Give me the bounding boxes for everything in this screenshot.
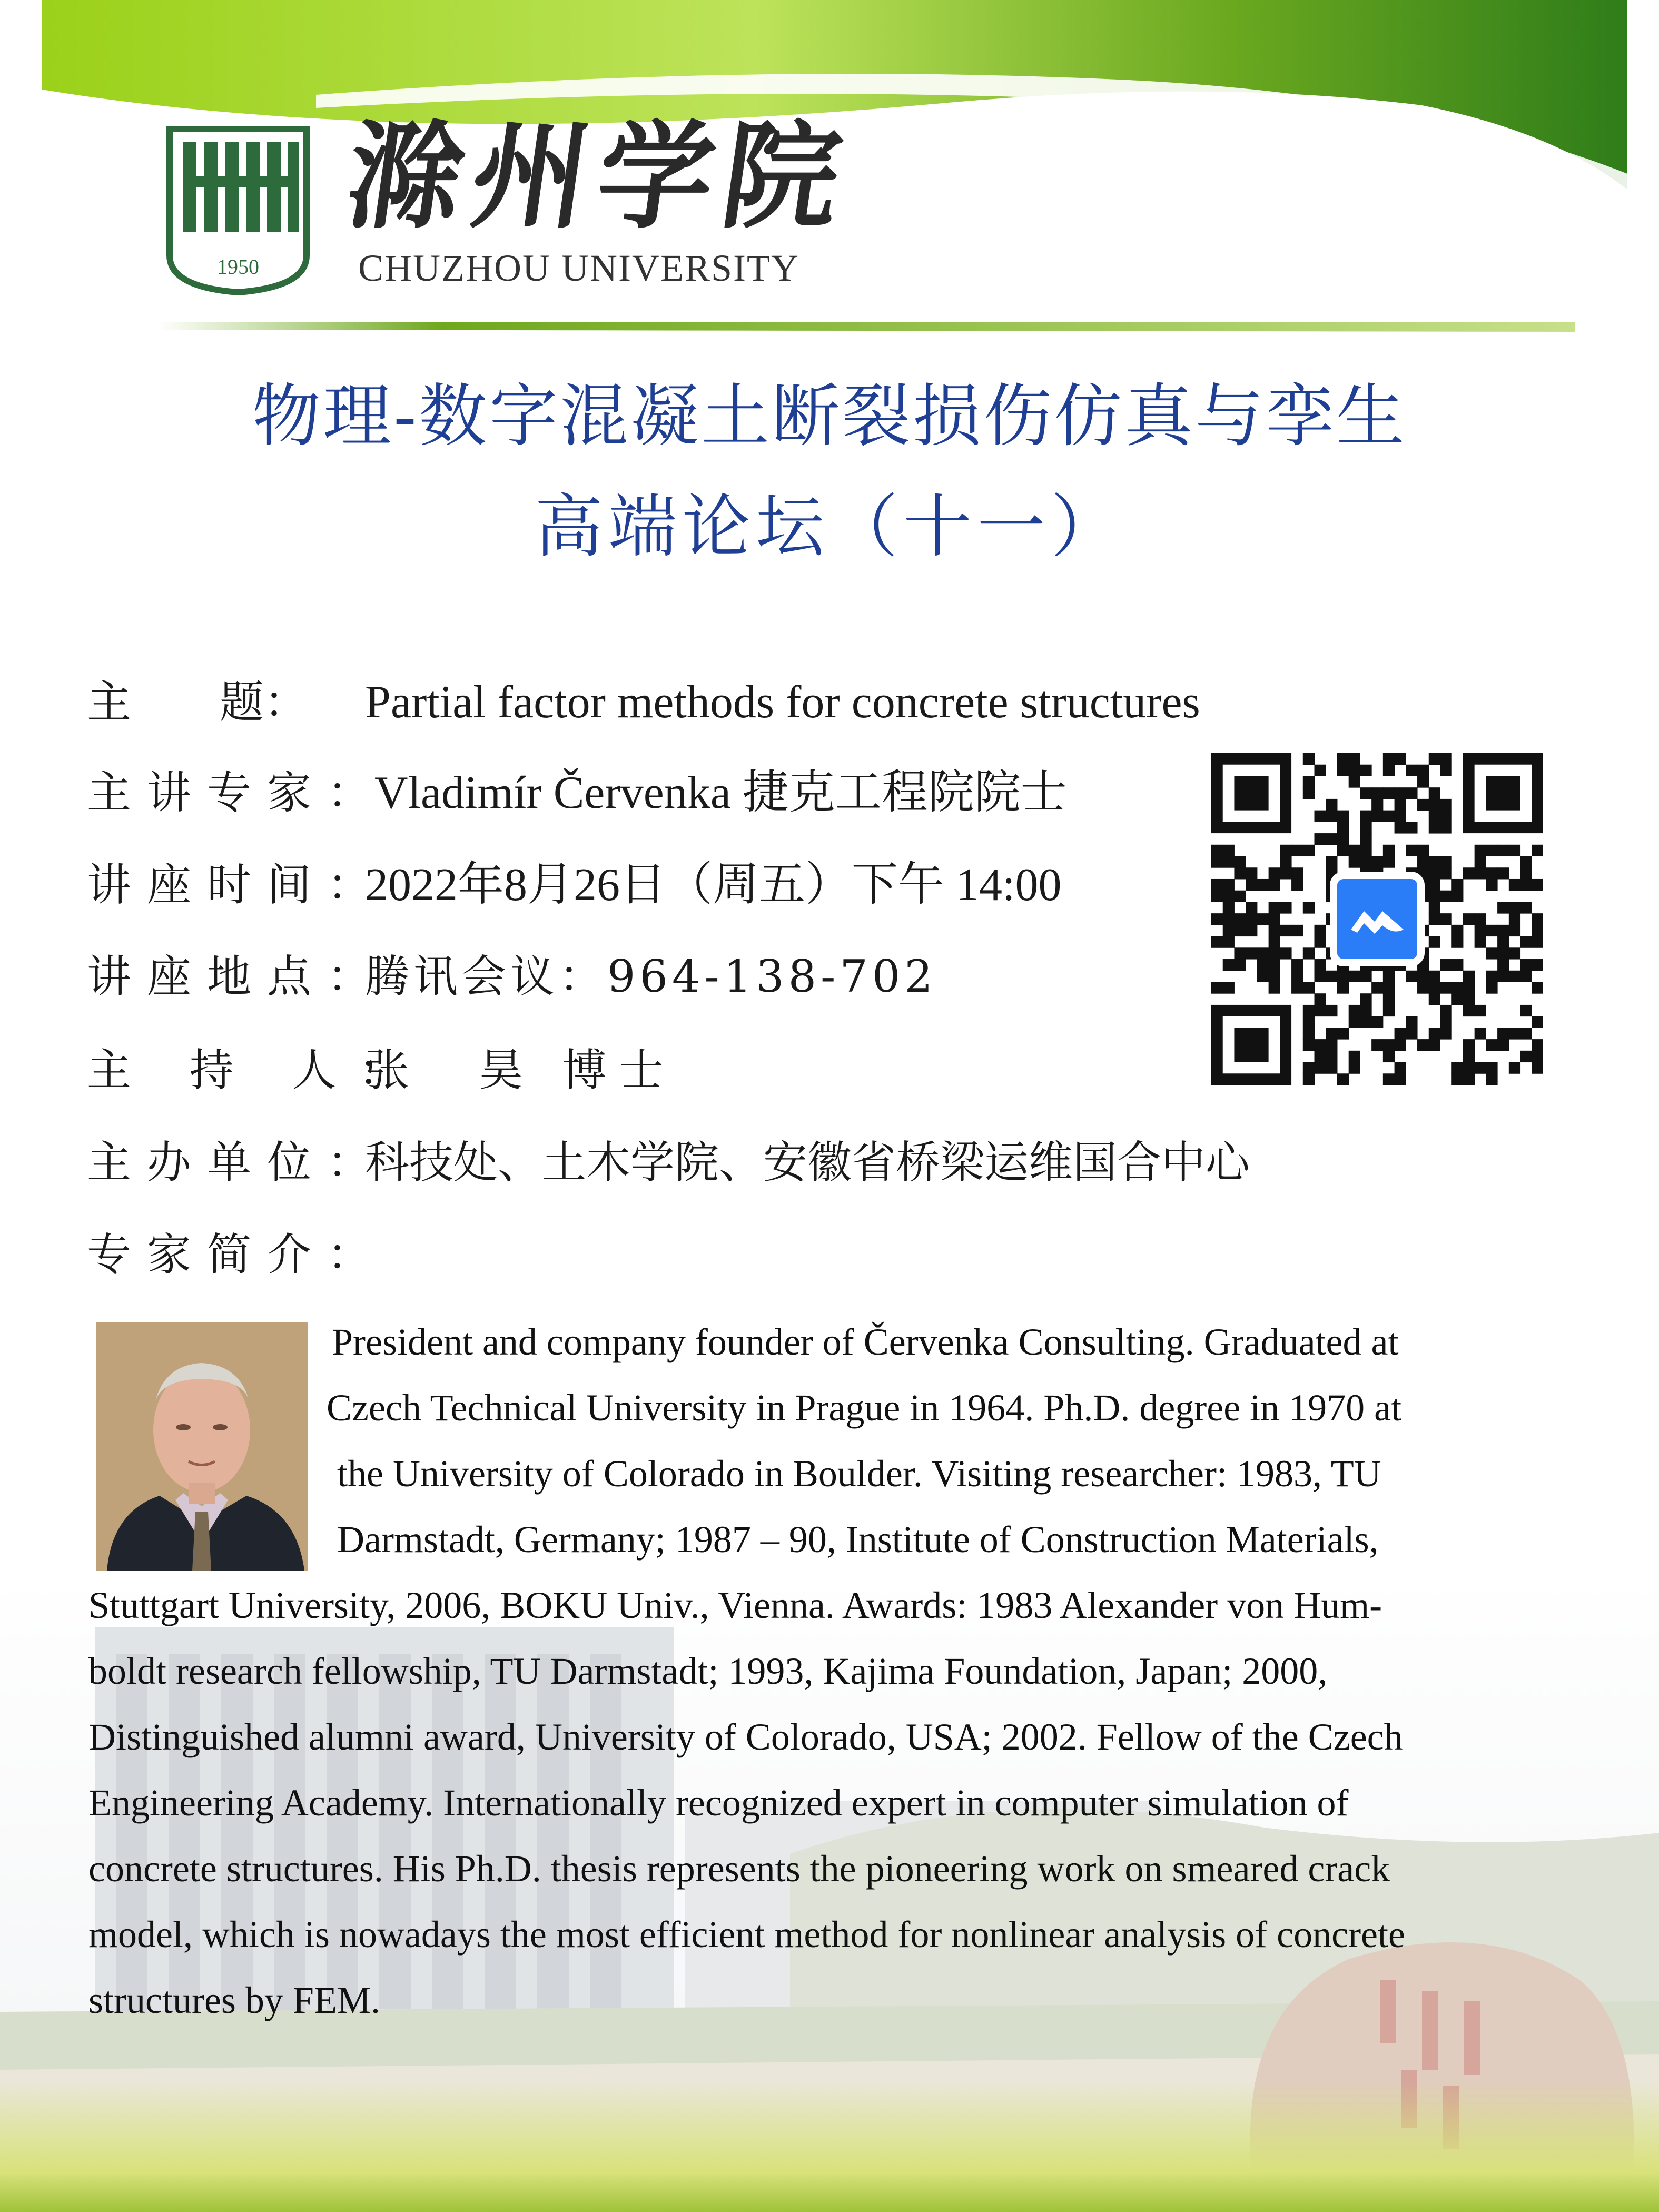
bio-line: boldt research fellowship, TU Darmstadt; 1993, Kajima Foundation, Japan; 2000, — [88, 1650, 1328, 1692]
bottom-green-band — [0, 2080, 1659, 2212]
topic-row — [87, 676, 1200, 728]
intro-row — [87, 1229, 388, 1280]
speaker-label: 主讲专家： — [87, 767, 388, 818]
time-row — [87, 859, 1062, 911]
bio-line: Stuttgart University, 2006, BOKU Univ., Vienna. Awards: 1983 Alexander von Hum- — [88, 1584, 1382, 1626]
bio-line: concrete structures. His Ph.D. thesis represents the pioneering work on smeared crack — [88, 1848, 1390, 1890]
forum-title-line1: 物理-数字混凝土断裂损伤仿真与孪生 — [252, 376, 1407, 456]
university-name-cn: 滁州学院 — [338, 108, 859, 244]
bio-line: Distinguished alumni award, University of Colorado, USA; 2002. Fellow of the Czech — [88, 1716, 1403, 1758]
topic-label: 主 题： — [87, 676, 309, 728]
bio-line: Darmstadt, Germany; 1987 – 90, Institute of Construction Materials, — [337, 1518, 1379, 1561]
time-label: 讲座时间： — [87, 859, 388, 911]
topic-value: Partial factor methods for concrete structures — [365, 677, 1200, 728]
speaker-row — [87, 767, 1067, 818]
university-name-en: CHUZHOU UNIVERSITY — [358, 247, 799, 289]
place-label: 讲座地点： — [87, 951, 388, 1002]
place-row — [87, 951, 937, 1002]
tencent-meeting-icon — [1330, 872, 1425, 966]
bio-line: Czech Technical University in Prague in 1964. Ph.D. degree in 1970 at — [327, 1387, 1402, 1429]
time-value: 2022年8月26日（周五）下午 14:00 — [365, 860, 1062, 911]
organizer-row — [87, 1137, 1250, 1188]
bio-line: Engineering Academy. Internationally recognized expert in computer simulation of — [88, 1782, 1349, 1824]
place-value: 腾讯会议：964-138-702 — [365, 951, 937, 1002]
host-row — [87, 1044, 676, 1096]
bio-line: President and company founder of Červenka Consulting. Graduated at — [332, 1321, 1399, 1363]
bio-line: structures by FEM. — [88, 1979, 380, 2021]
host-label: 主 持 人： — [87, 1044, 425, 1096]
university-emblem-icon — [164, 124, 312, 298]
emblem-year: 1950 — [217, 255, 259, 279]
qr-code-icon[interactable] — [1211, 753, 1543, 1085]
forum-title-line2: 高端论坛（十一） — [534, 487, 1124, 567]
organizer-label: 主办单位： — [87, 1137, 388, 1188]
bio-line: model, which is nowadays the most efficient method for nonlinear analysis of concrete — [88, 1913, 1405, 1956]
bio-line: the University of Colorado in Boulder. Visiting researcher: 1983, TU — [337, 1453, 1381, 1495]
host-value: 张 昊 博士 — [365, 1044, 676, 1096]
speaker-photo — [96, 1322, 308, 1571]
speaker-value: Vladimír Červenka 捷克工程院院士 — [374, 767, 1067, 818]
intro-label: 专家简介： — [87, 1229, 388, 1280]
organizer-value: 科技处、土木学院、安徽省桥梁运维国合中心 — [365, 1137, 1250, 1188]
